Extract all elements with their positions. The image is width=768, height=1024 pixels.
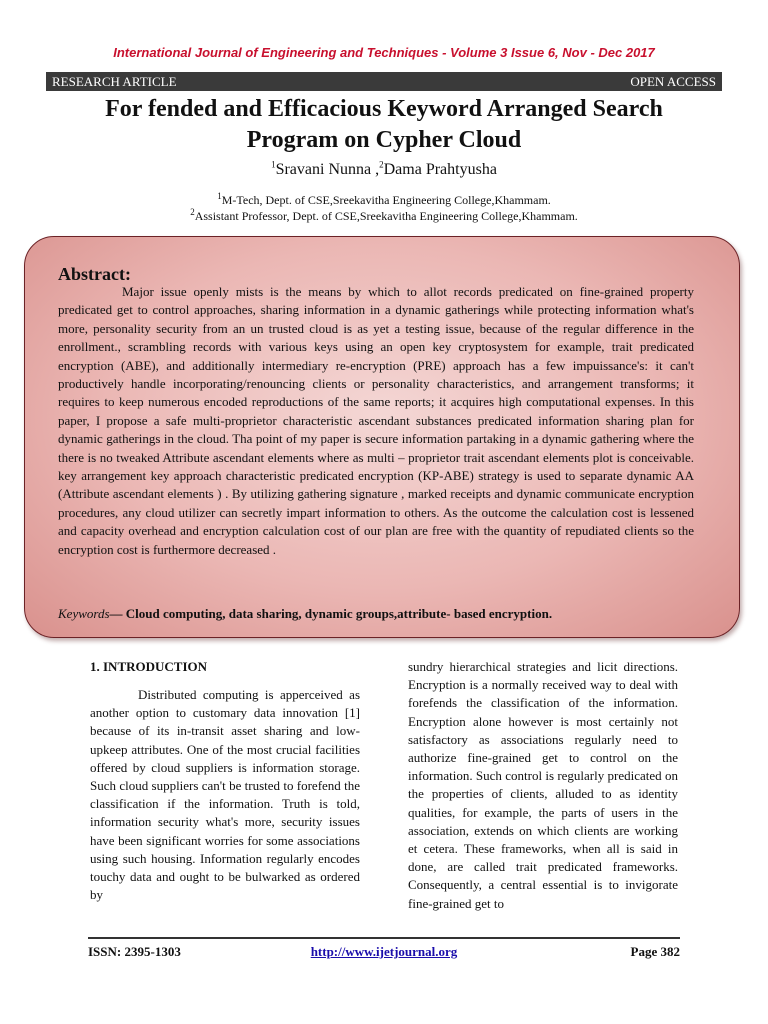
article-type-bar [46,72,722,91]
article-type-label: RESEARCH ARTICLE [52,74,177,89]
affiliation-2-text: Assistant Professor, Dept. of CSE,Sreekavitha Engineering College,Khammam. [194,209,578,223]
left-column [90,658,360,904]
affiliation-2-superscript: 2 [190,207,195,217]
author1-name: Sravani Nunna , [275,161,380,178]
page-number: Page 382 [630,944,680,959]
issn-label: ISSN: 2395-1303 [88,944,181,959]
affiliation-2 [0,208,768,224]
journal-header: International Journal of Engineering and Techniques - Volume 3 Issue 6, Nov - Dec 2017 [113,45,655,60]
author-line [0,158,768,182]
keywords-line [58,605,708,623]
introduction-heading: 1. INTRODUCTION [90,659,208,674]
footer-divider [88,937,680,939]
keywords-label: Keywords [58,606,110,621]
journal-link[interactable]: http://www.ijetjournal.org [310,944,458,959]
access-label: OPEN ACCESS [630,74,716,89]
affiliation-1-text: M-Tech, Dept. of CSE,Sreekavitha Engineering College,Khammam. [221,193,551,207]
page-footer [88,942,680,962]
author2-superscript: 2 [379,159,384,170]
author1-superscript: 1 [271,159,276,170]
introduction-left-text: Distributed computing is apperceived as another option to customary data innovation [1] because of its in-transit asset sharing and low-upkeep attributes. One of the most crucial facilities offered by cloud suppliers is information storage. Such cloud suppliers can't be trusted to forefend the classification if the information. Truth is told, information security what's more, security issues have been significant worries for some associations using such housing. Information regularly encodes touchy data and ought to be bulwarked as ordered by [90,687,360,903]
right-column [408,658,678,913]
abstract-text: Major issue openly mists is the means by which to allot records predicated on fine-grained property predicated get to control approaches, sharing information in a dynamic gatherings while protecting information what's more, personality security from an un trusted cloud is as yet a testing issue, because of the regular difference in the enrollment., scrambling records with various keys using an open key cryptosystem for example, trait predicated encryption (ABE), and additionally intermediary re-encryption (PRE) approach has a few impuissance's: it can't productively handle incorporating/renouncing clients or personality characteristics, and arrangement transforms; it requires to keep numerous encoded reproductions of the same reports; it acquires high computational expenses. In this paper, I propose a safe multi-proprietor characteristic ascendant substances predicated information sharing plan for dynamic gatherings in the cloud. Tha point of my paper is secure information partaking in a dynamic gathering where the there is no tweaked Attribute ascendant elements where as multi – proprietor trait ascendant elements plot is conceivable. key arrangement key approach characteristic predicated encryption (KP-ABE) strategy is used to separate dynamic AA (Attribute ascendant elements ) . By utilizing gathering signature , marked receipts and dynamic communicate encryption procedures, any cloud utilizer can secretly impart information to others. As the outcome the calculation cost is lessened and capacity overhead and encryption calculation cost of our plan are free with the quantity of repudiated clients so the encryption cost is furthermore decreased . [58,284,694,557]
abstract-box [24,236,740,638]
author2-name: Dama Prahtyusha [383,161,497,178]
keywords-text: — Cloud computing, data sharing, dynamic groups,attribute- based encryption. [109,606,553,621]
introduction-right-text: sundry hierarchical strategies and licit directions. Encryption is a normally received way to deal with forefends the classification of the information. Encryption alone however is most certainly not satisfactory as associations regularly need to authorize fine-grained get to control on the information. Such control is regularly predicated on the properties of clients, alluded to as identity qualities, for example, the parts of users in the association, extends on which clients are working et cetera. These frameworks, when all is said in done, are called trait predicated frameworks. Consequently, a central essential is to invigorate fine-grained get to [408,659,678,911]
paper-title: For fended and Efficacious Keyword Arranged Search Program on Cypher Cloud [105,96,663,153]
affiliation-1-superscript: 1 [217,191,222,201]
abstract-heading: Abstract: [58,264,131,284]
affiliation-1 [0,192,768,208]
